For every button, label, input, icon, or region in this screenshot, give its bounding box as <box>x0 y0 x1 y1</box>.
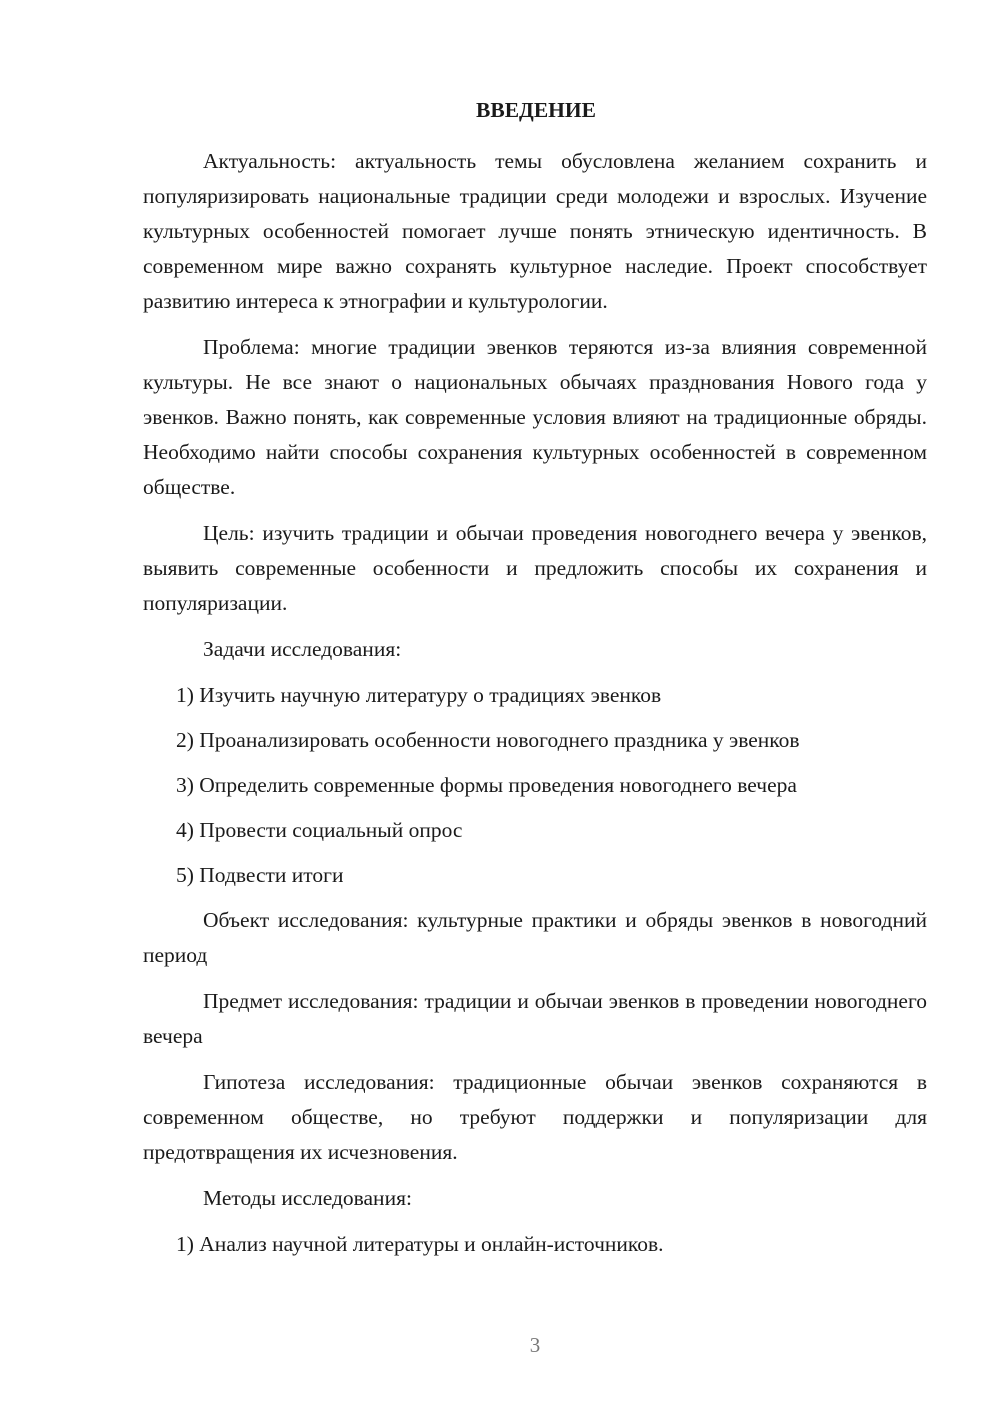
section-title: ВВЕДЕНИЕ <box>476 98 596 122</box>
methods-heading: Методы исследования: <box>203 1186 412 1210</box>
methods-list <box>143 1227 927 1262</box>
object-paragraph: Объект исследования: культурные практики и обряды эвенков в новогодний период <box>143 908 927 967</box>
hypothesis-paragraph: Гипотеза исследования: традиционные обычаи эвенков сохраняются в современном обществе, но требуют поддержки и популяризации для предотвращения их исчезновения. <box>143 1070 927 1164</box>
task-item: 3) Определить современные формы проведения новогоднего вечера <box>176 773 797 797</box>
task-item: 4) Провести социальный опрос <box>176 818 463 842</box>
subject-paragraph: Предмет исследования: традиции и обычаи эвенков в проведении новогоднего вечера <box>143 989 927 1048</box>
page-number: 3 <box>529 1333 541 1357</box>
page-content <box>143 94 927 1272</box>
goal-paragraph: Цель: изучить традиции и обычаи проведения новогоднего вечера у эвенков, выявить современные особенности и предложить способы их сохранения и популяризации. <box>143 521 927 615</box>
task-item: 2) Проанализировать особенности новогоднего праздника у эвенков <box>176 728 800 752</box>
tasks-list <box>143 678 927 893</box>
task-item: 1) Изучить научную литературу о традициях эвенков <box>176 683 662 707</box>
method-item: 1) Анализ научной литературы и онлайн-источников. <box>176 1232 664 1256</box>
relevance-paragraph: Актуальность: актуальность темы обусловлена желанием сохранить и популяризировать национальные традиции среди молодежи и взрослых. Изучение культурных особенностей помогает лучше понять этническую идентичность. В современном мире важно сохранять культурное наследие. Проект способствует развитию интереса к этнографии и культурологии. <box>143 149 927 313</box>
problem-paragraph: Проблема: многие традиции эвенков теряются из-за влияния современной культуры. Не все знают о национальных обычаях празднования Нового года у эвенков. Важно понять, как современные условия влияют на традиционные обряды. Необходимо найти способы сохранения культурных особенностей в современном обществе. <box>143 335 927 499</box>
tasks-heading: Задачи исследования: <box>203 637 402 661</box>
task-item: 5) Подвести итоги <box>176 863 344 887</box>
